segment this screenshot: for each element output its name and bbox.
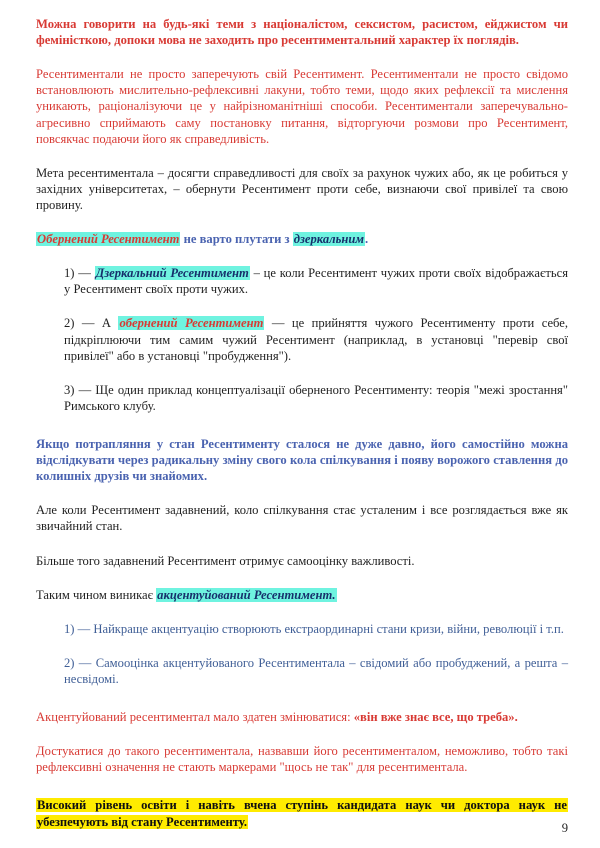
paragraph-cannot-reach: Достукатися до такого ресентиментала, назвавши його ресентименталом, неможливо, тобто такі рефлексивні означення не стають маркерами "щось не так" для ресентиментала. xyxy=(36,744,568,775)
paragraph-education-no-protection xyxy=(36,797,568,829)
text-hardly-changes-lead: Акцентуйований ресентиментал мало здатен змінюватися: xyxy=(36,710,354,725)
text-period: . xyxy=(365,232,369,247)
paragraph-goal-of-resentimental: Мета ресентиментала – досягти справедливості для своїх за рахунок чужих або, як це робиться у західних університетах, – обернути Ресентимент проти себе, визнаючи свої привілеї та свою провину. xyxy=(36,165,568,212)
term-mirror-resentiment: Дзеркальний Ресентимент xyxy=(95,266,249,281)
highlighted-conclusion: Високий рівень освіти і навіть вчена ступінь кандидата наук чи доктора наук не убезпечують від стану Ресентименту. xyxy=(37,798,567,829)
paragraph-intro-bold: Можна говорити на будь-які теми з націоналістом, сексистом, расистом, ейджистом чи феміністкою, допоки мова не заходить про ресентиментальний характер їх поглядів. xyxy=(36,17,568,48)
text-thus-emerges: Таким чином виникає xyxy=(36,587,157,602)
list-item-2-text: — це прийняття чужого Ресентименту проти себе, підкріплюючи тим самим чужий Ресентимент (наприклад, в установці "перевір свої привілеї" або в установці "пробудження"). xyxy=(64,316,569,363)
paragraph-chronic-resentiment: Але коли Ресентимент задавнений, коло спілкування стає усталеним і все розглядається вже як звичайний стан. xyxy=(36,503,568,534)
term-mirror: дзеркальним xyxy=(293,232,365,247)
list-item-accentuation-causes: 1) — Найкраще акцентуацію створюють екстраординарні стани кризи, війни, революції і т.п. xyxy=(64,621,564,636)
list-marker-1: 1) — xyxy=(64,266,95,281)
list-item-1-text: – це коли Ресентимент чужих проти своїх відображається у Ресентимент своїх проти чужих. xyxy=(64,266,569,297)
term-accentuated-resentiment: акцентуйований Ресентимент. xyxy=(157,587,336,602)
paragraph-resentimentals: Ресентиментали не просто заперечують свій Ресентимент. Ресентиментали не просто свідомо встановлюють мислительно-рефлексивні лакуни, тобто теми, щодо яких рефлексії та мислення уникають, раціоналізуючи це у найрізноманітніші способи. Ресентиментали заперечувально-агресивно сприймають саму постановку питання, відторгуючи розмови про Ресентимент, повсякчас подаючи його як справедливість. xyxy=(36,67,568,146)
paragraph-recent-onset-tracking: Якщо потрапляння у стан Ресентименту сталося не дуже давно, його самостійно можна відслідкувати через радикальну зміну свого кола спілкування і появу ворожого ставлення до колишніх друзів чи знайомих. xyxy=(36,436,568,484)
paragraph-hardly-changes xyxy=(36,709,568,725)
term-inverted-resentiment-inline: обернений Ресентимент xyxy=(119,316,264,331)
list-item-self-assessment: 2) — Самооцінка акцентуйованого Ресентиментала – свідомий або пробуджений, а решта – несвідомі. xyxy=(64,655,568,686)
list-item-mirror-resentiment xyxy=(36,265,568,297)
term-inverted-resentiment: Обернений Ресентимент xyxy=(37,232,180,247)
paragraph-self-importance: Більше того задавнений Ресентимент отримує самооцінку важливості. xyxy=(36,553,415,568)
list-item-inverted-resentiment xyxy=(36,315,568,363)
page-number: 9 xyxy=(561,821,568,835)
quote-knows-everything: «він вже знає все, що треба». xyxy=(353,710,518,725)
list-item-club-of-rome: 3) — Ще один приклад концептуалізації оберненого Ресентименту: теорія "межі зростання" Римського клубу. xyxy=(64,382,568,413)
list-marker-2: 2) — А xyxy=(64,316,119,331)
paragraph-inverted-vs-mirror xyxy=(36,231,568,247)
text-should-not-confuse: не варто плутати з xyxy=(180,232,293,247)
paragraph-accentuated-emerges xyxy=(36,587,568,603)
